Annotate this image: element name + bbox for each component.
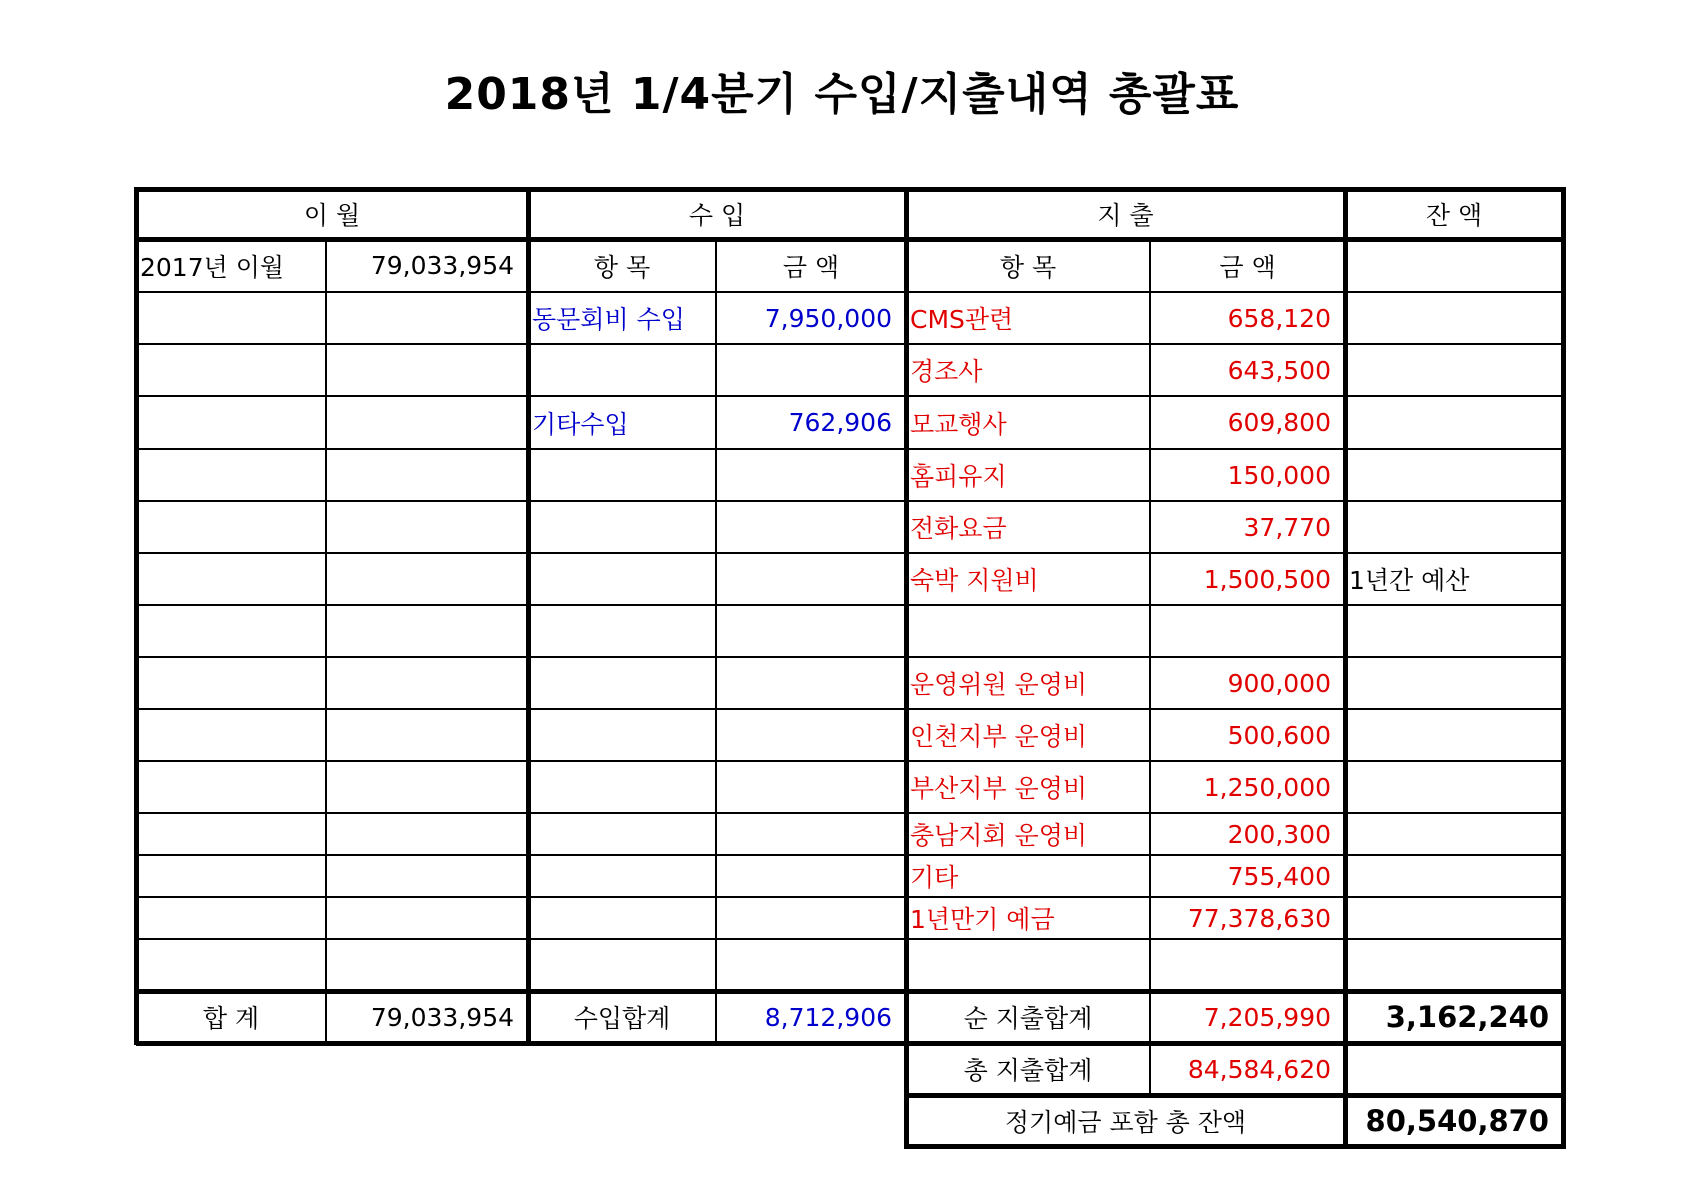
net-expense-amount: 7,205,990 <box>1203 1002 1331 1032</box>
carryover-label: 2017년 이월 <box>140 252 285 282</box>
expense-amount-header: 금 액 <box>1219 252 1276 282</box>
income-item: 기타수입 <box>532 409 629 439</box>
table-hline <box>136 896 1566 898</box>
table-hline <box>136 708 1566 710</box>
table-hline <box>136 760 1566 762</box>
header-balance: 잔 액 <box>1425 201 1483 230</box>
expense-amount: 77,378,630 <box>1187 903 1331 933</box>
income-total-label: 수입합계 <box>573 1004 671 1033</box>
balance-amount: 3,162,240 <box>1385 1000 1549 1034</box>
table-vline <box>134 187 139 1045</box>
header-expense: 지 출 <box>1097 201 1154 230</box>
final-balance-label: 정기예금 포함 총 잔액 <box>1004 1107 1247 1137</box>
expense-item: 홈피유지 <box>910 462 1007 491</box>
expense-amount <box>1150 605 1345 657</box>
expense-item: CMS관련 <box>910 305 1014 334</box>
net-expense-label: 순 지출합계 <box>963 1004 1093 1033</box>
expense-amount: 500,600 <box>1227 720 1331 750</box>
income-item-header: 항 목 <box>593 252 651 282</box>
expense-amount: 1,250,000 <box>1203 772 1331 802</box>
income-item <box>528 344 716 396</box>
expense-item: 기타 <box>910 863 959 892</box>
expense-item: 충남지회 운영비 <box>910 821 1087 850</box>
carryover-amount: 79,033,954 <box>370 251 514 280</box>
carryover-total-label: 합 계 <box>202 1004 260 1033</box>
expense-item: 숙박 지원비 <box>910 566 1039 595</box>
income-item: 동문회비 수입 <box>532 305 685 334</box>
expense-item: 모교행사 <box>910 409 1007 439</box>
table-hline <box>136 500 1566 502</box>
expense-item: 부산지부 운영비 <box>910 774 1087 803</box>
expense-amount: 643,500 <box>1227 355 1331 385</box>
income-amount: 7,950,000 <box>764 303 892 333</box>
final-balance-amount: 80,540,870 <box>1365 1103 1549 1138</box>
expense-item: 경조사 <box>910 357 983 386</box>
expense-amount: 1,500,500 <box>1203 564 1331 594</box>
table-hline <box>136 854 1566 856</box>
income-total-amount: 8,712,906 <box>764 1002 892 1032</box>
table-hline <box>136 812 1566 814</box>
total-expense-amount: 84,584,620 <box>1187 1054 1331 1084</box>
expense-item: 전화요금 <box>910 514 1007 543</box>
expense-amount: 150,000 <box>1227 460 1331 490</box>
expense-amount: 200,300 <box>1227 819 1331 849</box>
table-vline <box>1561 187 1566 1045</box>
carryover-total-amount: 79,033,954 <box>370 1002 514 1032</box>
expense-item: 1년만기 예금 <box>910 905 1055 934</box>
expense-item: 운영위원 운영비 <box>910 670 1087 699</box>
table-hline <box>136 938 1566 940</box>
expense-item: 인천지부 운영비 <box>910 722 1087 751</box>
expense-amount: 609,800 <box>1227 408 1331 437</box>
expense-item <box>906 605 1150 657</box>
expense-amount: 658,120 <box>1227 303 1331 333</box>
header-carryover: 이 월 <box>303 201 361 230</box>
expense-amount: 37,770 <box>1243 512 1331 542</box>
header-income: 수 입 <box>688 201 746 230</box>
income-amount: 762,906 <box>788 408 892 437</box>
balance-note: 1년간 예산 <box>1349 566 1470 595</box>
expense-amount: 755,400 <box>1227 861 1331 891</box>
expense-item-header: 항 목 <box>999 252 1057 282</box>
expense-amount: 900,000 <box>1227 668 1331 698</box>
table-hline <box>136 656 1566 658</box>
table-vline <box>325 237 327 1045</box>
page-title: 2018년 1/4분기 수입/지출내역 총괄표 <box>444 69 1240 120</box>
income-amount-header: 금 액 <box>782 252 840 282</box>
total-expense-label: 총 지출합계 <box>963 1056 1093 1085</box>
income-amount <box>716 344 906 396</box>
